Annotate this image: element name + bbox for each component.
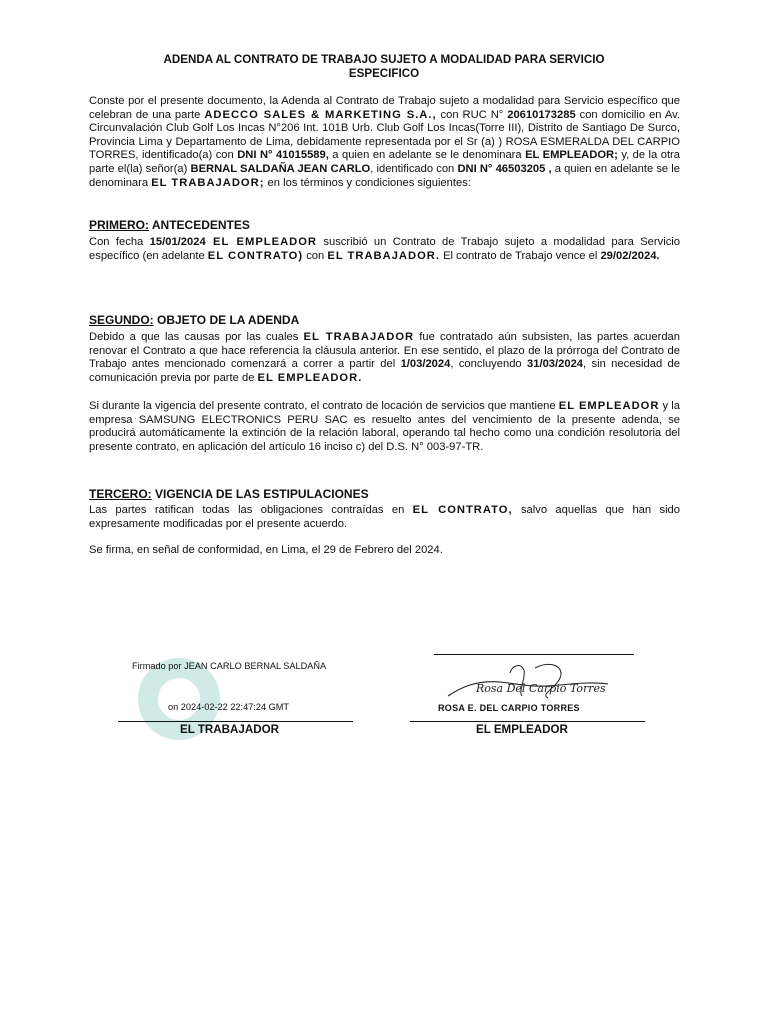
date: 29/02/2024 [600, 249, 657, 262]
title-line-1: ADENDA AL CONTRATO DE TRABAJO SUJETO A MODALIDAD PARA SERVICIO [163, 53, 605, 66]
segundo-paragraph-1 [89, 331, 680, 385]
text: Debido a que las causas por las cuales [89, 331, 304, 343]
text: y la empresa SAMSUNG ELECTRONICS PERU SAC es resuelto antes del vencimiento de la presente adenda, se producirá automáticamente la extinción de la relación laboral, operando tal hecho como una condición resolutoria del presente contrato, en aplicación del artículo 16 inciso c) del D.S. N° 003-97-TR. [89, 400, 680, 453]
dni-worker-value: 46503205 , [495, 162, 552, 175]
intro-text: y, de la otra parte el(la) señor(a) [89, 149, 680, 175]
text: , concluyendo [450, 358, 528, 371]
dni-worker-label: DNI N° [457, 162, 493, 175]
section-label: PRIMERO: [89, 218, 149, 232]
section-label: TERCERO: [89, 487, 152, 501]
text: . [656, 249, 660, 262]
date: 31/03/2024 [527, 358, 584, 371]
digital-signature-date: on 2024-02-22 22:47:24 GMT [168, 702, 290, 712]
worker-signature-line [118, 721, 353, 722]
intro-text: en los términos y condiciones siguientes: [264, 176, 471, 189]
trabajador-term: EL TRABAJADOR [303, 331, 415, 343]
title-line-2: ESPECIFICO [348, 67, 420, 80]
empleador-term: EL EMPLEADOR. [257, 371, 363, 384]
section-title: OBJETO DE LA ADENDA [153, 313, 300, 327]
worker-role-label: EL TRABAJADOR [180, 723, 279, 736]
document-title [100, 53, 668, 81]
section-title: ANTECEDENTES [149, 218, 250, 232]
intro-text: a quien en adelante se le denominara [89, 162, 681, 189]
intro-paragraph [89, 95, 680, 190]
section-label: SEGUNDO: [89, 313, 154, 327]
employer-printed-name: ROSA E. DEL CARPIO TORRES [438, 703, 580, 713]
ruc-number: 20610173285 [507, 108, 576, 121]
trabajador-term: EL TRABAJADOR. [327, 249, 440, 262]
text: , sin necesidad de comunicación previa por parte de [89, 358, 680, 384]
employer-signature-line [410, 721, 645, 722]
contrato-term: EL CONTRATO) [207, 249, 304, 262]
empleador-term: EL EMPLEADOR [205, 236, 318, 248]
date: 15/01/2024 [149, 236, 206, 248]
date: 1/03/2024 [400, 358, 451, 371]
closing-paragraph: Se firma, en señal de conformidad, en Lima, el 29 de Febrero del 2024. [89, 544, 443, 556]
intro-text: , identificado con [370, 162, 458, 175]
empleador-term: EL EMPLEADOR; [525, 149, 618, 162]
empleador-term: EL EMPLEADOR [558, 400, 660, 412]
section-primero-heading [89, 218, 250, 232]
text: Si durante la vigencia del presente contrato, el contrato de locación de servicios que mantiene [89, 400, 559, 412]
text: salvo aquellas que han sido expresamente modificadas por el presente acuerdo. [89, 504, 680, 530]
trabajador-term: EL TRABAJADOR; [151, 176, 265, 189]
section-title: VIGENCIA DE LAS ESTIPULACIONES [151, 487, 369, 501]
intro-text: con RUC N° [436, 108, 508, 121]
intro-text: a quien en adelante se le denominara [328, 149, 526, 162]
company-name: ADECCO SALES & MARKETING S.A., [204, 108, 437, 121]
intro-text: con domicilio en Av. Circunvalación Club Golf Los Incas N°206 Int. 101B Urb. Club Golf Los Incas(Torre III), Distrito de Santiago De Surco, Provincia Lima y Departamento de Lima, debidamente representada por el Sr (a) ) ROSA ESMERALDA DEL CARPIO TORRES, identificado(a) con [89, 108, 680, 162]
employer-top-line [434, 654, 634, 655]
text: Con fecha [89, 236, 150, 248]
intro-text: Conste por el presente documento, la Adenda al Contrato de Trabajo sujeto a modalidad para Servicio específico que celebran de una parte [89, 95, 680, 121]
text: Las partes ratifican todas las obligaciones contraídas en [89, 504, 413, 516]
section-segundo-heading [89, 313, 299, 327]
segundo-paragraph-2 [89, 400, 680, 454]
worker-name: BERNAL SALDAÑA JEAN CARLO [190, 162, 371, 175]
text: con [303, 249, 328, 262]
employer-signature-text: Rosa Del Carpio Torres [476, 682, 606, 695]
primero-paragraph [89, 236, 680, 263]
employer-role-label: EL EMPLEADOR [476, 723, 568, 736]
digital-signed-by: Firmado por JEAN CARLO BERNAL SALDAÑA [132, 661, 327, 671]
contrato-term: EL CONTRATO, [412, 504, 513, 516]
tercero-paragraph [89, 504, 680, 531]
section-tercero-heading [89, 487, 369, 501]
text: fue contratado aún subsisten, las partes acuerdan renovar el Contrato a que hace referencia la cláusula anterior. En ese sentido, el plazo de la prórroga del Contrato de Trabajo antes mencionado comenzará a correr a partir del [89, 331, 681, 371]
text: El contrato de Trabajo vence el [439, 249, 601, 262]
employer-handwritten-signature [440, 658, 615, 708]
dni-representative: DNI N° 41015589, [237, 149, 329, 162]
text: suscribió un Contrato de Trabajo sujeto a modalidad para Servicio específico (en adelante [89, 236, 680, 262]
